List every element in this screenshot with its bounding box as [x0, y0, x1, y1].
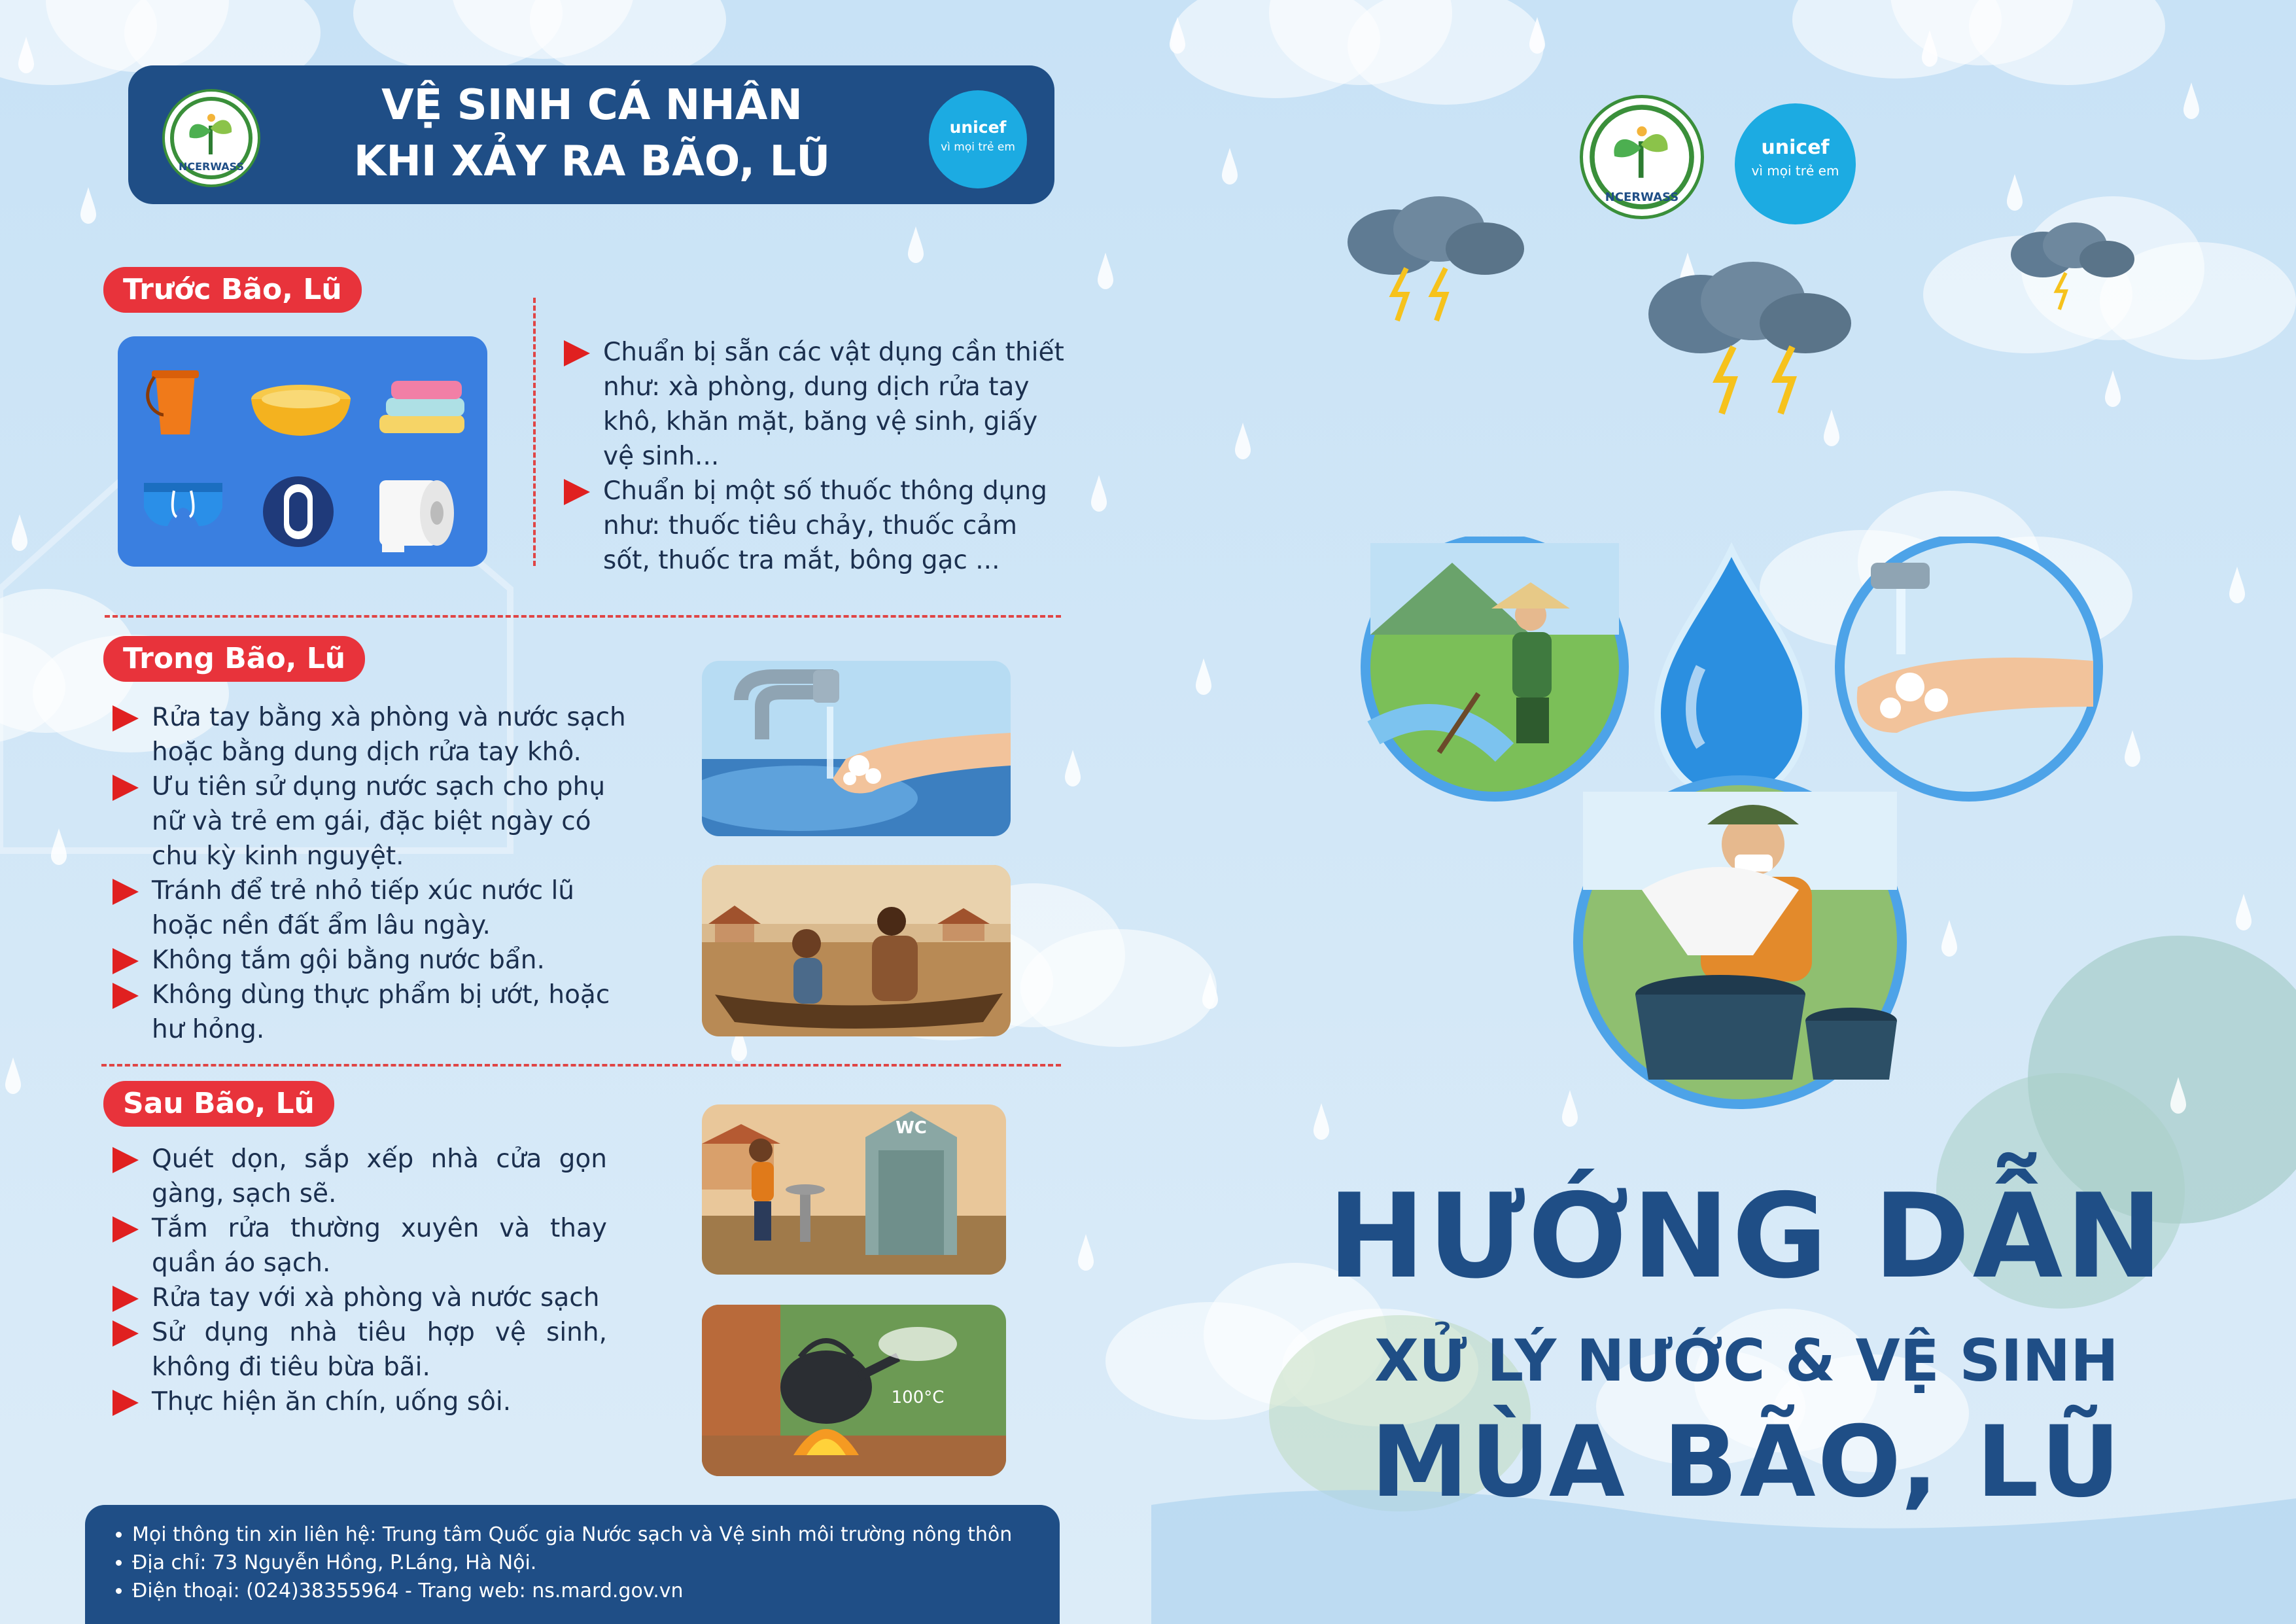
contact-phone: • Điện thoại: (024)38355964 - Trang web: ns.mard.gov.vn — [132, 1577, 1012, 1605]
after-list — [110, 1142, 607, 1419]
header-title-line2: KHI XẢY RA BÃO, LŨ — [353, 137, 831, 186]
boiling-kettle-image — [702, 1305, 1006, 1476]
section-divider — [105, 615, 1061, 618]
bucket-icon — [148, 370, 199, 434]
header-title — [275, 77, 909, 190]
list-item: Ưu tiên sử dụng nước sạch cho phụ nữ và trẻ em gái, đặc biệt ngày có chu kỳ kinh nguyệt. — [110, 769, 633, 874]
contact-list — [111, 1521, 1012, 1605]
before-list — [561, 335, 1065, 578]
during-section-label: Trong Bão, Lũ — [103, 636, 365, 682]
storm-cloud-icon — [2011, 222, 2134, 309]
after-section-label: Sau Bão, Lũ — [103, 1081, 334, 1127]
before-section-label: Trước Bão, Lũ — [103, 267, 362, 313]
divider-vertical — [533, 298, 536, 566]
storm-cloud-icon — [1348, 196, 1524, 321]
storm-clouds — [1334, 196, 2146, 432]
storm-cloud-icon — [1648, 262, 1851, 414]
contact-address: • Địa chỉ: 73 Nguyễn Hồng, P.Láng, Hà Nội. — [132, 1549, 1012, 1577]
list-item: Rửa tay bằng xà phòng và nước sạch hoặc bằng dung dịch rửa tay khô. — [110, 700, 633, 769]
cover-illustration — [1334, 537, 2126, 1112]
list-item: Chuẩn bị sẵn các vật dụng cần thiết như: xà phòng, dung dịch rửa tay khô, khăn mặt, băng vệ sinh, giấy vệ sinh... — [561, 335, 1065, 474]
sanitary-pad-icon — [263, 476, 334, 547]
handwashing-image — [702, 661, 1011, 836]
farmer-scene-icon — [1361, 537, 1629, 802]
unicef-logo-text: unicef — [1761, 136, 1830, 159]
list-item: Không tắm gội bằng nước bẩn. — [110, 943, 633, 978]
unicef-tagline: vì mọi trẻ em — [1751, 163, 1839, 179]
list-item: Chuẩn bị một số thuốc thông dụng như: thuốc tiêu chảy, thuốc cảm sốt, thuốc tra mắt, bông gạc ... — [561, 474, 1065, 578]
during-list — [110, 700, 633, 1047]
list-item: Tránh để trẻ nhỏ tiếp xúc nước lũ hoặc nền đất ẩm lâu ngày. — [110, 874, 633, 943]
toilet-image — [702, 1104, 1006, 1275]
handwashing-scene-icon — [1835, 537, 2103, 802]
unicef-logo — [929, 90, 1027, 188]
toilet-paper-icon — [379, 480, 454, 552]
supplies-panel — [118, 336, 487, 567]
list-item: Quét dọn, sắp xếp nhà cửa gọn gàng, sạch sẽ. — [110, 1142, 607, 1211]
kettle-temperature-label: 100°C — [891, 1388, 945, 1407]
ncerwass-logo-text: NCERWASS — [1605, 190, 1679, 204]
water-filtering-scene-icon — [1573, 775, 1907, 1109]
contact-footer — [85, 1505, 1060, 1624]
toilet-wc-label: WC — [896, 1118, 927, 1138]
ncerwass-logo-text: NCERWASS — [178, 160, 245, 173]
list-item: Thực hiện ăn chín, uống sôi. — [110, 1385, 607, 1419]
towels-icon — [379, 381, 464, 433]
contact-org: • Mọi thông tin xin liên hệ: Trung tâm Quốc gia Nước sạch và Vệ sinh môi trường nông thôn — [132, 1521, 1012, 1549]
list-item: Sử dụng nhà tiêu hợp vệ sinh, không đi tiêu bừa bãi. — [110, 1315, 607, 1385]
ncerwass-logo — [162, 89, 260, 187]
flood-boat-image — [702, 865, 1011, 1036]
list-item: Tắm rửa thường xuyên và thay quần áo sạch. — [110, 1211, 607, 1280]
header-title-line1: VỆ SINH CÁ NHÂN — [381, 81, 803, 130]
section-divider — [101, 1064, 1061, 1067]
cover-season: MÙA BÃO, LŨ — [1370, 1405, 2123, 1519]
unicef-logo-text: unicef — [949, 118, 1007, 137]
water-drop-icon — [1658, 550, 1805, 798]
cover-title: HƯỚNG DẪN — [1327, 1169, 2166, 1304]
basin-icon — [251, 385, 351, 436]
underwear-icon — [144, 483, 222, 526]
list-item: Rửa tay với xà phòng và nước sạch — [110, 1280, 607, 1315]
cover-subtitle: XỬ LÝ NƯỚC & VỆ SINH — [1374, 1327, 2119, 1394]
unicef-tagline: vì mọi trẻ em — [941, 141, 1015, 154]
list-item: Không dùng thực phẩm bị ướt, hoặc hư hỏng. — [110, 978, 633, 1047]
